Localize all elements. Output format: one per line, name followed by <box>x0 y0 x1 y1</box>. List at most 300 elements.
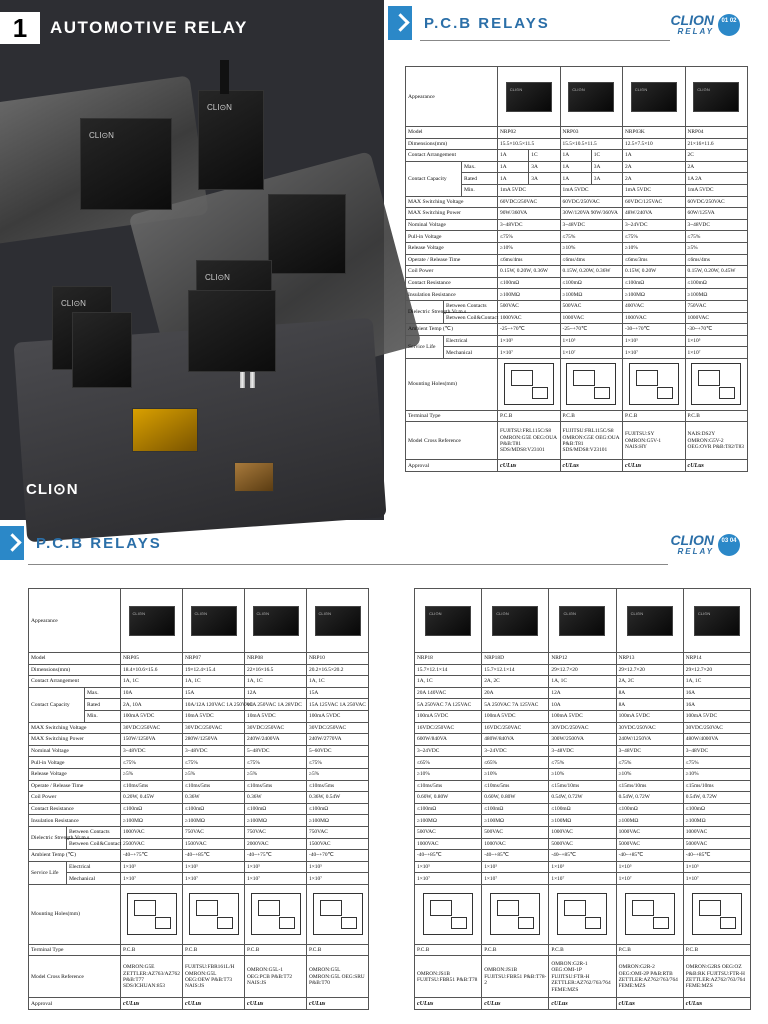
table-row <box>415 664 751 676</box>
table-cell: 16VDC/250VAC <box>415 722 482 734</box>
table-cell: 480W/4000VA <box>683 734 750 746</box>
table-cell: cULus <box>560 460 623 472</box>
table-cell: 500VAC <box>415 826 482 838</box>
table-cell: ≤100mΩ <box>245 803 307 815</box>
table-cell: 1500VAC <box>183 838 245 850</box>
table-cell: 1mA 5VDC <box>623 184 686 196</box>
table-cell: ≤75% <box>307 757 369 769</box>
row-label: Mechanical <box>444 347 498 359</box>
table-cell: 1×10⁵ <box>121 861 183 873</box>
brand-logo <box>660 534 714 558</box>
table-cell: 20A 140VAC <box>415 687 482 699</box>
table-cell: 1A <box>498 173 529 185</box>
table-cell: ≥100MΩ <box>482 815 549 827</box>
table-cell: ≥10% <box>415 768 482 780</box>
table-cell: ≥100MΩ <box>307 815 369 827</box>
row-label: Contact Capacity <box>406 161 462 196</box>
relay-image: CLI⊙N <box>315 606 361 636</box>
table-row <box>29 956 369 998</box>
table-cell: P.C.B <box>623 410 686 422</box>
table-cell: ≥10% <box>683 768 750 780</box>
relay-image <box>482 589 549 653</box>
table-row <box>29 884 369 944</box>
table-cell: ≤75% <box>683 757 750 769</box>
row-label: Terminal Type <box>406 410 498 422</box>
mounting-diagram <box>490 893 540 935</box>
table-row <box>29 653 369 665</box>
brand-sub: RELAY <box>677 547 714 556</box>
table-cell: 3~48VDC <box>183 745 245 757</box>
table-cell: 3~48VDC <box>683 745 750 757</box>
table-cell: 1×10⁷ <box>183 873 245 885</box>
table-cell: 30VDC/250VAC <box>307 722 369 734</box>
table-cell: 12A <box>549 687 616 699</box>
row-label: Between Contacts <box>444 300 498 312</box>
row-label: Contact Arrangement <box>29 676 121 688</box>
table-cell: cULus <box>183 998 245 1010</box>
table-row <box>29 873 369 885</box>
table-cell: 16VDC/250VAC <box>482 722 549 734</box>
table-cell: 2500VAC <box>121 838 183 850</box>
relay-image <box>307 589 369 653</box>
mounting-diagram <box>623 358 686 410</box>
table-cell: ≥100MΩ <box>245 815 307 827</box>
table-cell: 3A <box>529 161 560 173</box>
table-cell: 1×10⁵ <box>616 861 683 873</box>
table-cell: 0.54W, 0.72W <box>549 792 616 804</box>
table-cell: 3~48VDC <box>616 745 683 757</box>
table-cell: 1×10⁷ <box>307 873 369 885</box>
table-cell: ≤10ms/5ms <box>121 780 183 792</box>
table-cell: 1A, 1C <box>121 676 183 688</box>
brand-logo: CLI⊙N <box>26 481 79 498</box>
table-cell: 480W/840VA <box>482 734 549 746</box>
row-label: Mounting Holes(mm) <box>29 884 121 944</box>
table-row <box>406 289 748 301</box>
table-cell: ≤100mΩ <box>623 277 686 289</box>
table-cell: ≥100MΩ <box>683 815 750 827</box>
divider <box>420 40 670 41</box>
mounting-diagram <box>307 884 369 944</box>
relay-image: CLI⊙N <box>506 82 552 112</box>
table-cell: 100mA 5VDC <box>307 710 369 722</box>
mounting-diagram <box>189 893 239 935</box>
table-cell: OMRON:G2R-1 OEG:OMI-1P FUJITSU:FTR-H ZETTLER:AZ762/763/764 FEME:MZS <box>549 956 616 998</box>
table-row <box>415 734 751 746</box>
table-cell: 10A <box>121 687 183 699</box>
table-cell: ≥100MΩ <box>498 289 561 301</box>
row-label: Mounting Holes(mm) <box>406 358 498 410</box>
table-row <box>415 815 751 827</box>
table-cell: ≥100MΩ <box>415 815 482 827</box>
table-cell: 5000VAC <box>616 838 683 850</box>
table-cell: 300W/2500VA <box>549 734 616 746</box>
table-cell: -30~+70℃ <box>623 324 686 336</box>
table-cell: NRP04 <box>685 127 748 139</box>
chevron-right-icon <box>0 526 24 560</box>
table-row <box>415 873 751 885</box>
mounting-diagram <box>629 363 679 405</box>
table-cell: 2A, 10A <box>121 699 183 711</box>
section-header-2 <box>0 526 162 560</box>
relay-image: CLI⊙N <box>191 606 237 636</box>
relay-image: CLI⊙N <box>627 606 673 636</box>
table-cell: ≤75% <box>549 757 616 769</box>
table-cell: 1A, 1C <box>549 676 616 688</box>
table-cell: 10mA 5VDC <box>245 710 307 722</box>
table-row <box>406 208 748 220</box>
table-cell: 30VDC/250VAC <box>183 722 245 734</box>
table-cell: cULus <box>498 460 561 472</box>
table-cell: ≥10% <box>482 768 549 780</box>
table-cell: OMRON:G5L-1 OEG:PCB P&B:T72 NAIS:JS <box>245 956 307 998</box>
table-cell: 1×10⁵ <box>498 335 561 347</box>
mounting-diagram <box>560 358 623 410</box>
table-cell: 1×10⁵ <box>245 861 307 873</box>
table-row <box>406 358 748 410</box>
table-cell: 16A <box>683 687 750 699</box>
mounting-diagram <box>121 884 183 944</box>
table-row <box>29 944 369 956</box>
table-cell: 12.5×7.5×10 <box>623 138 686 150</box>
table-cell: 15.7×12.1×14 <box>415 664 482 676</box>
table-cell: NRP03K <box>623 127 686 139</box>
table-row <box>29 792 369 804</box>
row-label: Pull-in Voltage <box>406 231 498 243</box>
table-cell: cULus <box>616 998 683 1010</box>
row-label: Contact Capacity <box>29 687 85 722</box>
row-label: Appearance <box>406 67 498 127</box>
table-cell: 10A <box>549 699 616 711</box>
table-row <box>415 803 751 815</box>
relay-image <box>560 67 623 127</box>
mounting-diagram <box>415 884 482 944</box>
table-cell: 22×16×16.5 <box>245 664 307 676</box>
table-cell: NRP03 <box>560 127 623 139</box>
table-cell: ≤6ms/4ms <box>685 254 748 266</box>
table-cell: 400VAC <box>623 300 686 312</box>
table-cell: 240W/2770VA <box>307 734 369 746</box>
section-title: P.C.B RELAYS <box>424 14 550 32</box>
chevron-right-icon <box>388 6 412 40</box>
relay-product: CLI⊙N <box>196 260 272 340</box>
table-cell: 2000VAC <box>245 838 307 850</box>
table-cell: P.C.B <box>415 944 482 956</box>
table-cell: 2A <box>623 173 686 185</box>
row-label: Dielectric Strength Vr.m.s <box>29 826 67 849</box>
table-row <box>406 231 748 243</box>
table-row <box>29 815 369 827</box>
table-cell: 16A <box>683 699 750 711</box>
table-row <box>415 956 751 998</box>
mounting-diagram <box>127 893 177 935</box>
table-cell: 2C <box>685 150 748 162</box>
table-cell: 3~24VDC <box>415 745 482 757</box>
table-row <box>406 422 748 460</box>
table-cell: 0.15W, 0.20W, 0.36W <box>498 266 561 278</box>
row-label: Insulation Resistance <box>406 289 498 301</box>
table-cell: 1A, 1C <box>245 676 307 688</box>
table-cell: 2A <box>623 161 686 173</box>
table-cell: ≥100MΩ <box>560 289 623 301</box>
table-cell: P.C.B <box>307 944 369 956</box>
mounting-diagram <box>245 884 307 944</box>
table-cell: -40~+85℃ <box>415 850 482 862</box>
table-cell: ≥10% <box>549 768 616 780</box>
table-cell: 18.4×10.6×15.6 <box>121 664 183 676</box>
table-cell: 1A <box>560 173 591 185</box>
table-cell: -40~+85℃ <box>482 850 549 862</box>
row-label: Insulation Resistance <box>29 815 121 827</box>
row-label: Release Voltage <box>29 768 121 780</box>
table-cell: 60VDC/250VAC <box>498 196 561 208</box>
table-cell: 30VDC/250VAC <box>121 722 183 734</box>
table-cell: 60VDC/250VAC <box>685 196 748 208</box>
table-cell: ≥100MΩ <box>616 815 683 827</box>
table-cell: 15A <box>183 687 245 699</box>
table-cell: 0.60W, 0.80W <box>415 792 482 804</box>
table-cell: 0.36W <box>183 792 245 804</box>
table-cell: 30VDC/250VAC <box>616 722 683 734</box>
relay-image <box>549 589 616 653</box>
table-cell: ≥5% <box>307 768 369 780</box>
table-cell: ≤75% <box>121 757 183 769</box>
table-cell: P.C.B <box>245 944 307 956</box>
table-cell: P.C.B <box>183 944 245 956</box>
table-cell: 60W/125VA <box>685 208 748 220</box>
table-cell: NRP08 <box>245 653 307 665</box>
table-cell: 1×10⁷ <box>549 873 616 885</box>
row-label: Model Cross Reference <box>29 956 121 998</box>
table-cell: ≤10ms/5ms <box>307 780 369 792</box>
table-cell: ≤65% <box>415 757 482 769</box>
table-cell: 1×10⁷ <box>683 873 750 885</box>
table-cell: ≥10% <box>560 242 623 254</box>
table-cell: 29×12.7×20 <box>616 664 683 676</box>
table-row <box>415 850 751 862</box>
table-row <box>29 998 369 1010</box>
section-title: P.C.B RELAYS <box>36 534 162 552</box>
table-cell: ≤65% <box>482 757 549 769</box>
table-cell: NRP14 <box>683 653 750 665</box>
table-cell: 48W/240VA <box>623 208 686 220</box>
table-cell: ≤75% <box>183 757 245 769</box>
brand-logo <box>660 14 714 38</box>
mounting-diagram <box>423 893 473 935</box>
relay-coil <box>132 408 198 452</box>
table-cell: 1×10⁵ <box>560 335 623 347</box>
table-row <box>406 266 748 278</box>
table-cell: ≥10% <box>616 768 683 780</box>
table-cell: 100mA 5VDC <box>482 710 549 722</box>
table-cell: ≥100MΩ <box>549 815 616 827</box>
table-row <box>406 347 748 359</box>
row-label: Dimensions(mm) <box>406 138 498 150</box>
row-label: MAX Switching Voltage <box>406 196 498 208</box>
relay-pin <box>250 372 255 388</box>
mounting-diagram <box>557 893 607 935</box>
table-row <box>406 67 748 127</box>
row-label: Rated <box>85 699 121 711</box>
row-label: Service Life <box>29 861 67 884</box>
relay-image <box>683 589 750 653</box>
table-cell: 1000VAC <box>683 826 750 838</box>
table-cell: 100mA 5VDC <box>549 710 616 722</box>
product-photo <box>0 0 384 520</box>
table-cell: P.C.B <box>616 944 683 956</box>
table-cell: 500VAC <box>498 300 561 312</box>
table-cell: FUJITSU:FRL115C/S8 OMRON:G5E OEG:OUA P&B:T81 SDS/MDS8:V23101 <box>498 422 561 460</box>
table-row <box>406 460 748 472</box>
table-cell: 1500VAC <box>307 838 369 850</box>
table-row <box>415 861 751 873</box>
table-cell: 60VDC/125VAC <box>623 196 686 208</box>
table-row <box>406 127 748 139</box>
table-cell: 20A <box>482 687 549 699</box>
relay-image: CLI⊙N <box>693 82 739 112</box>
table-row <box>415 826 751 838</box>
row-label: Release Voltage <box>406 242 498 254</box>
table-row <box>415 944 751 956</box>
table-cell: ≤15ms/10ms <box>683 780 750 792</box>
table-cell: ≤10ms/5ms <box>482 780 549 792</box>
relay-image: CLI⊙N <box>568 82 614 112</box>
table-row <box>415 998 751 1010</box>
table-cell: cULus <box>415 998 482 1010</box>
table-cell: 5~60VDC <box>307 745 369 757</box>
table-cell: NAIS:DS2Y OMRON:G5V-2 OEG:OVR P&B:T82/T83 <box>685 422 748 460</box>
table-cell: 150W/1250VA <box>121 734 183 746</box>
row-label: Operate / Release Time <box>29 780 121 792</box>
row-label: Model Cross Reference <box>406 422 498 460</box>
table-row <box>29 734 369 746</box>
table-cell: ≤75% <box>623 231 686 243</box>
table-cell: 750VAC <box>685 300 748 312</box>
table-cell: 8A <box>616 699 683 711</box>
relay-image <box>415 589 482 653</box>
table-cell: 20.2×16.5×20.2 <box>307 664 369 676</box>
row-label: Contact Resistance <box>29 803 121 815</box>
table-cell: ≤100mΩ <box>616 803 683 815</box>
table-cell: -25~+70℃ <box>560 324 623 336</box>
table-row <box>406 138 748 150</box>
table-cell: ≤6ms/4ms <box>498 254 561 266</box>
relay-image: CLI⊙N <box>129 606 175 636</box>
table-cell: 2A, 2C <box>616 676 683 688</box>
relay-image <box>685 67 748 127</box>
table-cell: 750VAC <box>245 826 307 838</box>
brand-name: CLION <box>670 532 714 548</box>
table-cell: ≥5% <box>121 768 183 780</box>
section-number: 1 <box>0 12 40 44</box>
table-cell: NRP05 <box>121 653 183 665</box>
relay-product: CLI⊙N <box>198 90 264 190</box>
table-cell: ≥10% <box>623 242 686 254</box>
row-label: Between Contacts <box>67 826 121 838</box>
table-cell: ≥100MΩ <box>685 289 748 301</box>
table-cell: ≥5% <box>685 242 748 254</box>
table-row <box>29 780 369 792</box>
table-cell: 1A, 1C <box>683 676 750 688</box>
table-cell: 5000VAC <box>683 838 750 850</box>
table-row <box>29 676 369 688</box>
row-label: Max. <box>462 161 498 173</box>
table-cell: ≤10ms/5ms <box>183 780 245 792</box>
section-header-1 <box>388 6 550 40</box>
mounting-diagram <box>549 884 616 944</box>
relay-image <box>498 67 561 127</box>
table-cell: 0.60W, 0.80W <box>482 792 549 804</box>
table-cell: 1000VAC <box>549 826 616 838</box>
table-cell: 10mA 5VDC <box>183 710 245 722</box>
row-label: Dimensions(mm) <box>29 664 121 676</box>
table-cell: ≥5% <box>245 768 307 780</box>
table-row <box>406 242 748 254</box>
table-cell: ≤100mΩ <box>549 803 616 815</box>
table-cell: 19×12.4×15.4 <box>183 664 245 676</box>
table-cell: 1000VAC <box>498 312 561 324</box>
relay-product: CLI⊙N <box>52 286 112 370</box>
table-cell: -40~+85℃ <box>683 850 750 862</box>
row-label: MAX Switching Voltage <box>29 722 121 734</box>
table-row <box>406 410 748 422</box>
table-cell: 1×10⁷ <box>245 873 307 885</box>
table-cell: 2A, 2C <box>482 676 549 688</box>
row-label: MAX Switching Power <box>406 208 498 220</box>
table-row <box>406 300 748 312</box>
table-row <box>415 792 751 804</box>
spec-table-2 <box>28 588 369 1010</box>
table-cell: 15.5×10.5×11.5 <box>560 138 623 150</box>
relay-image: CLI⊙N <box>492 606 538 636</box>
table-cell: 1A, 1C <box>307 676 369 688</box>
table-row <box>406 277 748 289</box>
photo-title: AUTOMOTIVE RELAY <box>50 18 248 37</box>
table-cell: 1×10⁵ <box>683 861 750 873</box>
row-label: Electrical <box>67 861 121 873</box>
table-cell: ≤100mΩ <box>121 803 183 815</box>
table-cell: FUJITSU:FRL115C/S8 OMRON:G5E OEG:OUA P&B:T81 SDS/MDS8:V23101 <box>560 422 623 460</box>
row-label: Ambient Temp (℃) <box>29 850 121 862</box>
table-cell: 1×10⁷ <box>498 347 561 359</box>
row-label: Coil Power <box>406 266 498 278</box>
row-label: Between Coil&Contact <box>67 838 121 850</box>
table-cell: 15A <box>307 687 369 699</box>
table-cell: 1×10⁷ <box>685 347 748 359</box>
table-cell: 1mA 5VDC <box>498 184 561 196</box>
table-cell: NRP18D <box>482 653 549 665</box>
table-cell: 3A <box>529 173 560 185</box>
table-cell: 29×12.7×20 <box>683 664 750 676</box>
brand-sub: RELAY <box>677 27 714 36</box>
table-row <box>415 653 751 665</box>
page-badge: 03 04 <box>718 534 740 556</box>
table-cell: 1000VAC <box>685 312 748 324</box>
mounting-diagram <box>566 363 616 405</box>
table-cell: 100mA 5VDC <box>616 710 683 722</box>
table-cell: ≥5% <box>183 768 245 780</box>
table-cell: 3A <box>591 173 622 185</box>
row-label: Dielectric Strength Vr.m.s <box>406 300 444 323</box>
table-row <box>415 838 751 850</box>
row-label: Service Life <box>406 335 444 358</box>
table-cell: 5~48VDC <box>245 745 307 757</box>
table-cell: 1×10⁷ <box>121 873 183 885</box>
table-row <box>415 676 751 688</box>
table-cell: ≥100MΩ <box>183 815 245 827</box>
table-cell: 100mA 5VDC <box>415 710 482 722</box>
table-cell: ≤75% <box>616 757 683 769</box>
